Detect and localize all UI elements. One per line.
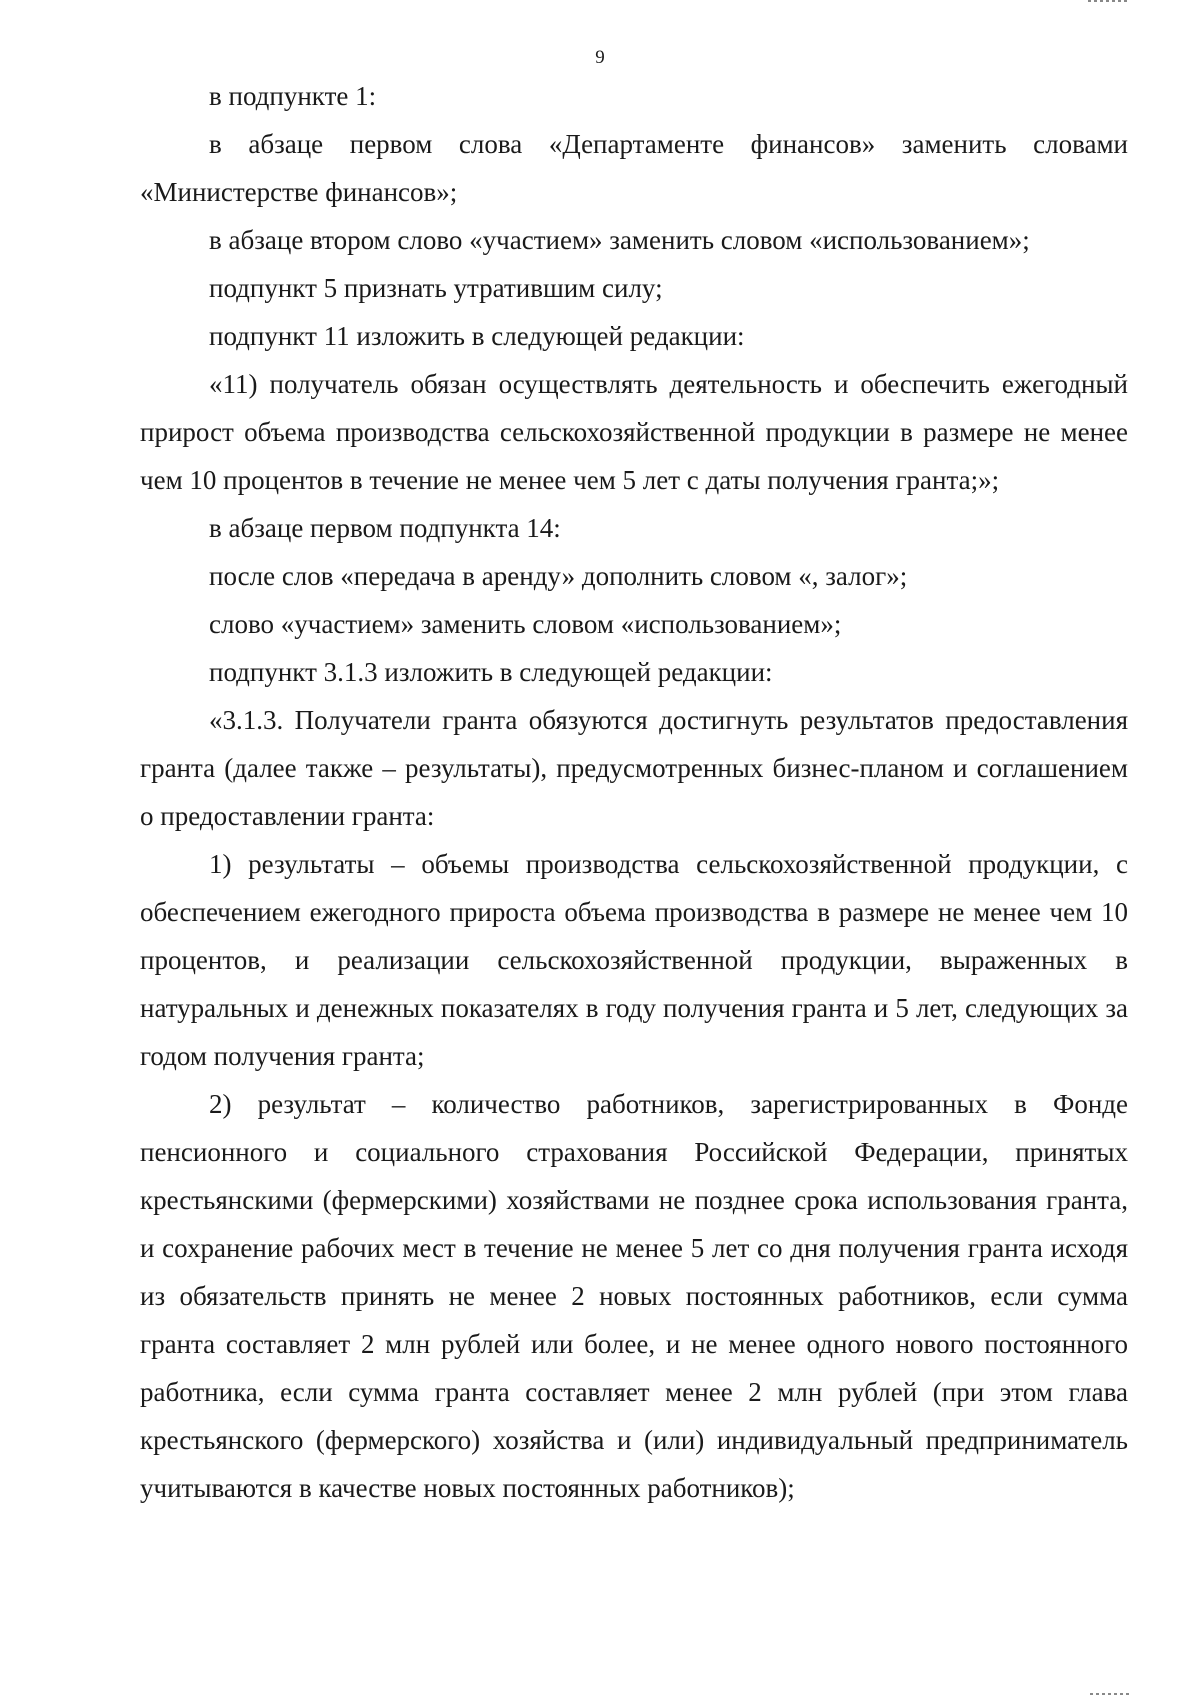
paragraph-second-abzac-replace: в абзаце втором слово «участием» заменить словом «использованием»;: [209, 225, 1030, 255]
paragraph-subitem-11-intro: подпункт 11 изложить в следующей редакции:: [209, 321, 745, 351]
paragraph-result-2: 2) результат – количество работников, зарегистрированных в Фонде пенсионного и социального страхования Российской Федерации, принятых крестьянскими (фермерскими) хозяйствами не позднее срока использования гранта, и сохранение рабочих мест в течение не менее 5 лет со дня получения гранта исходя из обязательств принять не менее 2 новых постоянных работников, если сумма гранта составляет 2 млн рублей или более, и не менее одного нового постоянного работника, если сумма гранта составляет менее 2 млн рублей (при этом глава крестьянского (фермерского) хозяйства и (или) индивидуальный предприниматель учитываются в качестве новых постоянных работников);: [140, 1089, 1128, 1503]
paragraph-subitem-1: в подпункте 1:: [209, 81, 377, 111]
paragraph-subitem-14-usage: слово «участием» заменить словом «использованием»;: [209, 609, 842, 639]
paragraph-subitem-14-intro: в абзаце первом подпункта 14:: [209, 513, 561, 543]
document-body: [140, 72, 1128, 1512]
paragraph-3-1-3-text: «3.1.3. Получатели гранта обязуются достигнуть результатов предоставления гранта (далее также – результаты), предусмотренных бизнес-планом и соглашением о предоставлении гранта:: [140, 705, 1128, 831]
paragraph-first-abzac-replace: в абзаце первом слова «Департаменте финансов» заменить словами «Министерстве финансов»;: [140, 129, 1128, 207]
page-number: 9: [595, 47, 605, 68]
paragraph-subitem-14-lease: после слов «передача в аренду» дополнить словом «, залог»;: [209, 561, 908, 591]
scan-artifact-top: [1088, 0, 1128, 2]
paragraph-result-1: 1) результаты – объемы производства сельскохозяйственной продукции, с обеспечением ежегодного прироста объема производства в размере не менее чем 10 процентов, и реализации сельскохозяйственной продукции, выраженных в натуральных и денежных показателях в году получения гранта и 5 лет, следующих за годом получения гранта;: [140, 849, 1128, 1071]
paragraph-subitem-5-void: подпункт 5 признать утратившим силу;: [209, 273, 663, 303]
paragraph-3-1-3-intro: подпункт 3.1.3 изложить в следующей редакции:: [209, 657, 773, 687]
paragraph-subitem-11-text: «11) получатель обязан осуществлять деятельность и обеспечить ежегодный прирост объема производства сельскохозяйственной продукции в размере не менее чем 10 процентов в течение не менее чем 5 лет с даты получения гранта;»;: [140, 369, 1128, 495]
scan-artifact-bottom: [1090, 1693, 1130, 1695]
